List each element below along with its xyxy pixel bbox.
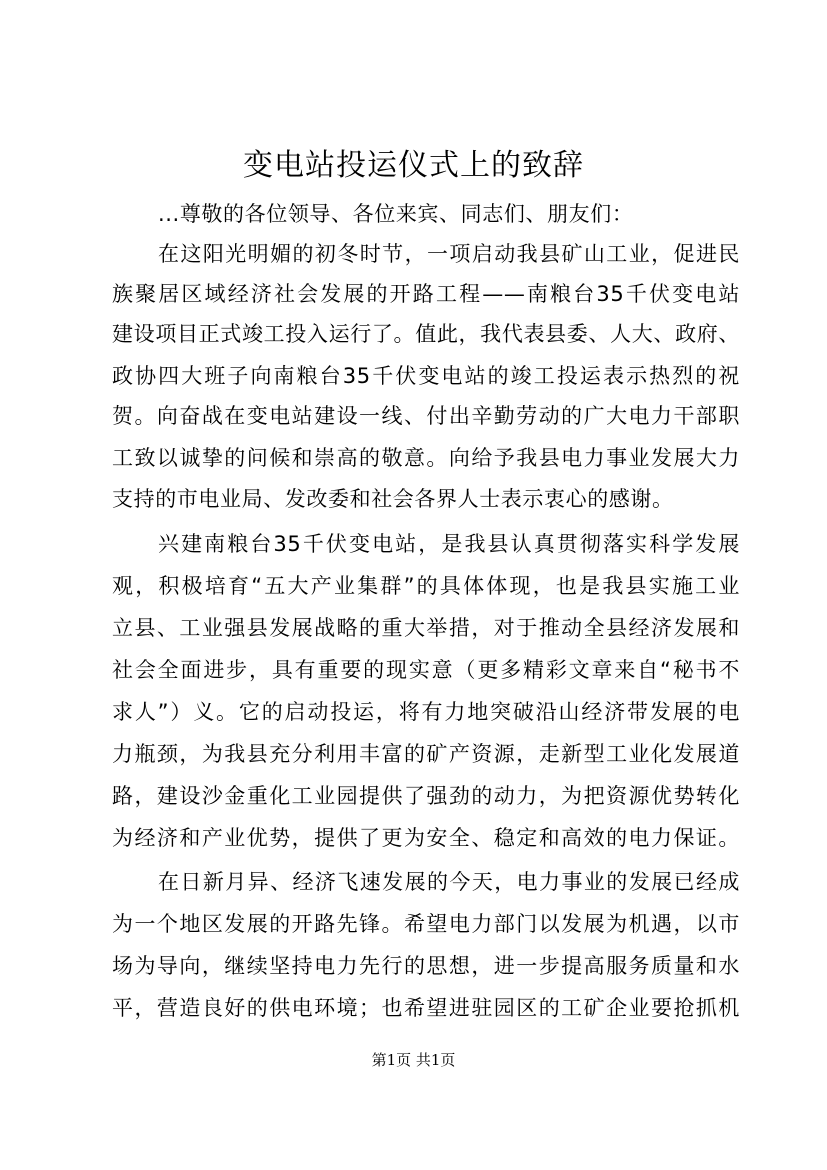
paragraph-line: 社会全面进步，具有重要的现实意（更多精彩文章来自“秘书不 (112, 658, 740, 682)
paragraph-line: 族聚居区域经济社会发展的开路工程——南粮台35千伏变电站 (112, 282, 740, 306)
paragraph-line: 支持的市电业局、发改委和社会各界人士表示衷心的感谢。 (112, 487, 674, 511)
paragraph-line: 力瓶颈，为我县充分利用丰富的矿产资源，走新型工业化发展道 (112, 742, 740, 766)
page-number-footer: 第1页 共1页 (371, 1051, 456, 1069)
paragraph-line: 路，建设沙金重化工业园提供了强劲的动力，为把资源优势转化 (112, 784, 740, 808)
paragraph-line: 为经济和产业优势，提供了更为安全、稳定和高效的电力保证。 (112, 826, 740, 850)
salutation-line: ...尊敬的各位领导、各位来宾、同志们、朋友们： (158, 202, 634, 226)
paragraph-line: 工致以诚挚的问候和崇高的敬意。向给予我县电力事业发展大力 (112, 446, 740, 470)
paragraph-line: 兴建南粮台35千伏变电站，是我县认真贯彻落实科学发展 (158, 532, 740, 556)
document-title: 变电站投运仪式上的致辞 (243, 148, 584, 183)
paragraph-line: 为一个地区发展的开路先锋。希望电力部门以发展为机遇，以市 (112, 912, 740, 936)
paragraph-line: 在日新月异、经济飞速发展的今天，电力事业的发展已经成 (158, 870, 740, 894)
paragraph-line: 立县、工业强县发展战略的重大举措，对于推动全县经济发展和 (112, 616, 740, 640)
paragraph-line: 政协四大班子向南粮台35千伏变电站的竣工投运表示热烈的祝 (112, 364, 740, 388)
paragraph-line: 建设项目正式竣工投入运行了。值此，我代表县委、人大、政府、 (112, 322, 740, 346)
paragraph-line: 求人”）义。它的启动投运，将有力地突破沿山经济带发展的电 (112, 700, 740, 724)
paragraph-line: 场为导向，继续坚持电力先行的思想，进一步提高服务质量和水 (112, 954, 740, 978)
paragraph-line: 平，营造良好的供电环境；也希望进驻园区的工矿企业要抢抓机 (112, 996, 740, 1020)
paragraph-line: 观，积极培育“五大产业集群”的具体体现，也是我县实施工业 (112, 574, 740, 598)
paragraph-line: 在这阳光明媚的初冬时节，一项启动我县矿山工业，促进民 (158, 242, 740, 266)
paragraph-line: 贺。向奋战在变电站建设一线、付出辛勤劳动的广大电力干部职 (112, 404, 740, 428)
